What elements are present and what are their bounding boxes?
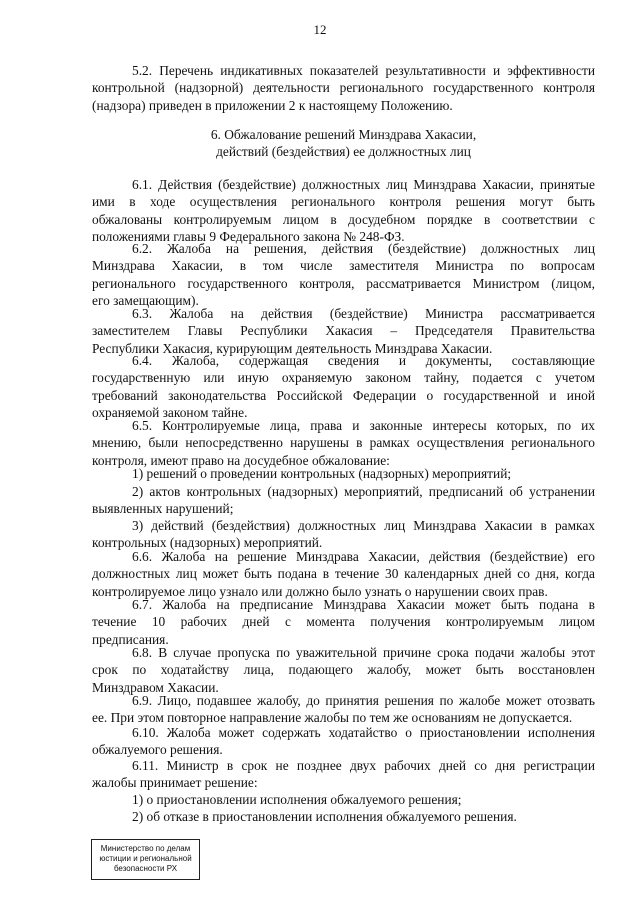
text-line: 6.5. Контролируемые лица, права и законные интересы которых, по их xyxy=(132,418,595,433)
paragraph xyxy=(92,62,595,114)
text-line: 6.2. Жалоба на решения, действия (бездействие) должностных лиц xyxy=(132,241,595,256)
text-line: 2) об отказе в приостановлении исполнения обжалуемого решения. xyxy=(132,809,517,824)
text-line: контролируемое лицо узнало или должно было узнать о нарушении своих прав. xyxy=(92,583,548,599)
text-line: положениями главы 9 Федерального закона № 248-ФЗ. xyxy=(92,229,405,245)
paragraph xyxy=(92,305,595,357)
text-line: требований законодательства Российской Федерации о государственной и иной xyxy=(92,387,595,403)
text-line: 6.1. Действия (бездействие) должностных лиц Минздрава Хакасии, принятые xyxy=(132,177,595,192)
text-line: 6.10. Жалоба может содержать ходатайство о приостановлении исполнения xyxy=(132,725,595,740)
text-line: 2) актов контрольных (надзорных) мероприятий, предписаний об устранении xyxy=(132,484,595,499)
paragraph xyxy=(92,757,595,792)
section-heading xyxy=(92,126,595,161)
text-line: обжалуемого решения. xyxy=(92,742,223,758)
text-line: охраняемой законом тайне. xyxy=(92,405,248,421)
text-line: 6. Обжалование решений Минздрава Хакасии, xyxy=(210,127,477,142)
text-line: (надзора) приведен в приложении 2 к настоящему Положению. xyxy=(92,97,453,113)
text-line: 3) действий (бездействия) должностных лиц Минздрава Хакасии в рамках xyxy=(132,518,595,533)
text-line: контрольных (надзорных) мероприятий. xyxy=(92,535,323,551)
text-line: его замещающим). xyxy=(92,293,199,309)
paragraph xyxy=(92,596,595,648)
text-line: контроля, имеют право на досудебное обжалование: xyxy=(92,452,390,468)
text-line: заместителем Главы Республики Хакасия – Председателя Правительства xyxy=(92,323,595,339)
text-line: обжалованы контролируемым лицом в досудебном порядке в соответствии с xyxy=(92,211,595,227)
text-line: 1) о приостановлении исполнения обжалуемого решения; xyxy=(132,792,462,807)
paragraph xyxy=(92,176,595,246)
text-line: должностных лиц может быть подана в течение 30 календарных дней со дня, когда xyxy=(92,566,595,582)
text-line: жалобы принимает решение: xyxy=(92,775,258,791)
text-line: ее. При этом повторное направление жалобы по тем же основаниям не допускается. xyxy=(92,710,573,726)
paragraph xyxy=(92,808,595,825)
text-line: 6.4. Жалоба, содержащая сведения и документы, составляющие xyxy=(132,353,595,368)
text-line: течение 10 рабочих дней с момента получения контролируемым лицом xyxy=(92,614,595,630)
text-line: действий (бездействия) ее должностных лиц xyxy=(216,144,471,160)
text-line: 6.3. Жалоба на действия (бездействие) Министра рассматривается xyxy=(132,306,595,321)
stamp-line: безопасности РХ xyxy=(113,864,178,873)
text-line: 5.2. Перечень индикативных показателей результативности и эффективности xyxy=(132,63,595,78)
text-line: Минздрава Хакасии, в том числе заместителя Министра по вопросам xyxy=(92,258,595,274)
text-line: срок по ходатайству лица, подающего жалобу, может быть восстановлен xyxy=(92,662,595,678)
text-line: выявленных нарушений; xyxy=(92,501,234,517)
paragraph xyxy=(92,417,595,469)
paragraph xyxy=(92,352,595,422)
stamp-line: Министерство по делам xyxy=(100,844,191,853)
text-line: государственную или иную охраняемую законом тайну, подается с учетом xyxy=(92,370,595,386)
text-line: 6.11. Министр в срок не позднее двух рабочих дней со дня регистрации xyxy=(132,758,595,773)
paragraph xyxy=(92,465,595,482)
text-line: 1) решений о проведении контрольных (надзорных) мероприятий; xyxy=(132,466,512,481)
paragraph xyxy=(92,724,595,759)
text-line: мнению, были непосредственно нарушены в рамках осуществления регионального xyxy=(92,435,595,451)
registration-stamp xyxy=(91,839,200,880)
page-number: 12 xyxy=(313,22,327,37)
text-line: 6.9. Лицо, подавшее жалобу, до принятия решения по жалобе может отозвать xyxy=(132,693,595,708)
text-line: предписания. xyxy=(92,631,169,647)
text-line: контрольной (надзорной) деятельности регионального государственного контроля xyxy=(92,80,595,96)
paragraph xyxy=(92,517,595,552)
paragraph xyxy=(92,240,595,310)
paragraph xyxy=(92,692,595,727)
text-line: 6.7. Жалоба на предписание Минздрава Хакасии может быть подана в xyxy=(132,597,595,612)
paragraph xyxy=(92,791,595,808)
text-line: 6.6. Жалоба на решение Минздрава Хакасии, действия (бездействие) его xyxy=(132,549,595,564)
text-line: регионального государственного контроля, рассматривается Министром (лицом, xyxy=(92,275,595,291)
text-line: Минздравом Хакасии. xyxy=(92,679,219,695)
paragraph xyxy=(92,548,595,600)
text-line: ими в ходе осуществления регионального контроля решения могут быть xyxy=(92,194,595,210)
text-line: Республики Хакасия, курирующим деятельность Минздрава Хакасии. xyxy=(92,340,493,356)
paragraph xyxy=(92,644,595,696)
paragraph xyxy=(92,483,595,518)
stamp-line: юстиции и региональной xyxy=(99,854,192,863)
text-line: 6.8. В случае пропуска по уважительной причине срока подачи жалобы этот xyxy=(132,645,595,660)
